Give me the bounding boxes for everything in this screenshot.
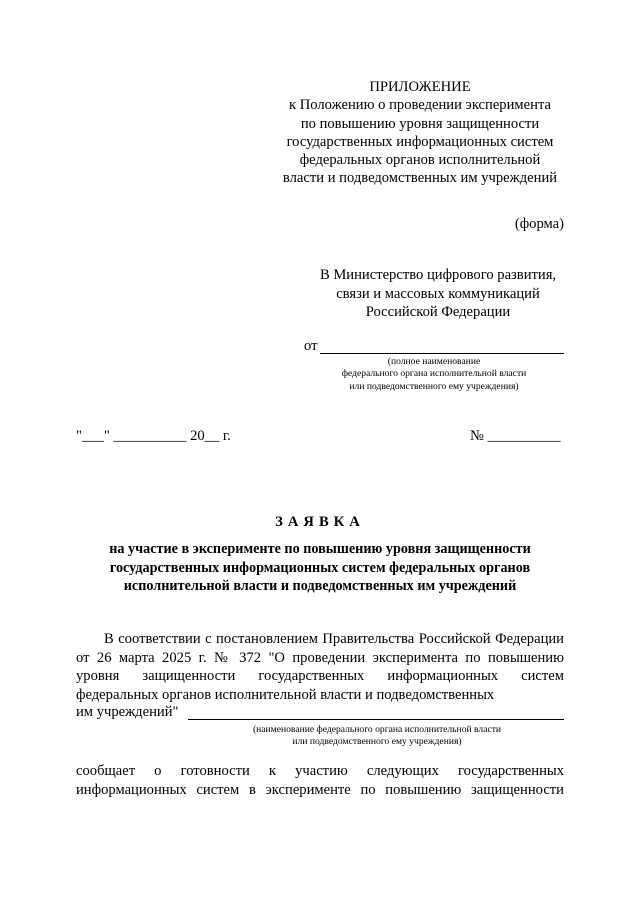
from-hint [304,356,564,393]
document-title: ЗАЯВКА [275,514,365,530]
addressee-line: Российской Федерации [365,304,511,320]
continuation-line: информационных систем в эксперименте по повышению защищенности [76,781,564,798]
from-hint-line: (полное наименование [387,356,481,367]
body-paragraph-end-text: им учреждений" [76,704,179,720]
addressee-block [288,266,588,322]
subtitle-line: исполнительной власти и подведомственных им учреждений [123,578,517,594]
body-paragraph: В соответствии с постановлением Правительства Российской Федерации от 26 марта 2025 г. № 372 "О проведении эксперимента по повышению уровня защищенности государственных информационных систем федеральных органов исполнительной власти и подведомственных [76,631,564,703]
addressee-line: В Министерство цифрового развития, [319,267,557,283]
organization-hint [190,724,564,749]
appendix-line: федеральных органов исполнительной [299,152,541,169]
subtitle-line: на участие в эксперименте по повышению уровня защищенности [109,541,531,557]
appendix-line: власти и подведомственных им учреждений [282,170,558,187]
appendix-line: к Положению о проведении эксперимента [289,97,551,114]
addressee-line: связи и массовых коммуникаций [336,285,540,302]
body-continuation [76,762,564,799]
document-subtitle [76,540,564,596]
appendix-line: государственных информационных систем [286,133,554,150]
organization-hint-line: (наименование федерального органа исполнительной власти [252,724,502,735]
from-hint-line: федерального органа исполнительной власти [341,368,527,380]
organization-hint-line: или подведомственного ему учреждения) [292,736,462,748]
number-field: № __________ [470,428,561,444]
continuation-line: сообщает о готовности к участию следующих государственных [76,763,564,779]
body-paragraph-end [76,704,564,722]
date-field: "___" __________ 20__ г. [76,428,231,444]
from-label: от [304,338,318,354]
form-mark: (форма) [514,216,564,232]
subtitle-line: государственных информационных систем федеральных органов [109,559,531,576]
appendix-block [270,78,570,188]
from-field [304,338,564,356]
appendix-heading: ПРИЛОЖЕНИЕ [369,79,471,95]
from-underline [320,353,564,354]
organization-underline [188,719,564,720]
appendix-line: по повышению уровня защищенности [300,115,540,132]
from-hint-line: или подведомственного ему учреждения) [349,380,519,392]
